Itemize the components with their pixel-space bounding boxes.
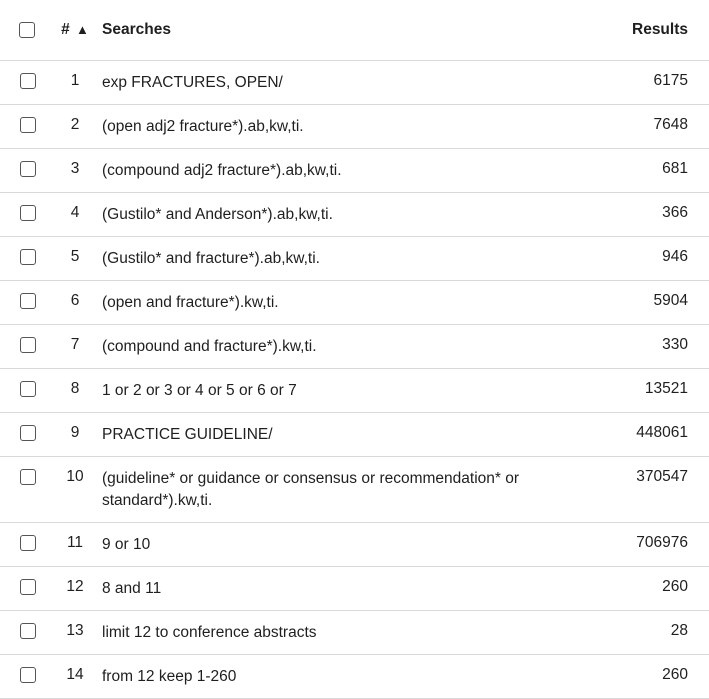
row-number: 11 — [54, 523, 100, 567]
select-all-checkbox[interactable] — [19, 22, 35, 38]
table-row — [0, 611, 709, 655]
row-checkbox[interactable] — [20, 249, 36, 265]
table-row — [0, 523, 709, 567]
row-number: 9 — [54, 413, 100, 457]
table-row — [0, 281, 709, 325]
row-checkbox[interactable] — [20, 161, 36, 177]
table-row — [0, 105, 709, 149]
row-select-cell — [0, 325, 54, 369]
row-select-cell — [0, 281, 54, 325]
row-checkbox[interactable] — [20, 73, 36, 89]
row-search-query: 8 and 11 — [100, 567, 579, 611]
row-checkbox[interactable] — [20, 293, 36, 309]
row-select-cell — [0, 567, 54, 611]
table-row — [0, 149, 709, 193]
table-row — [0, 655, 709, 699]
row-checkbox[interactable] — [20, 117, 36, 133]
row-number: 2 — [54, 105, 100, 149]
row-checkbox[interactable] — [20, 337, 36, 353]
row-search-query: (compound adj2 fracture*).ab,kw,ti. — [100, 149, 579, 193]
table-row — [0, 413, 709, 457]
table-row — [0, 325, 709, 369]
row-result-count: 366 — [579, 193, 709, 237]
number-header-label: # — [61, 21, 70, 38]
row-result-count: 260 — [579, 655, 709, 699]
table-row — [0, 567, 709, 611]
row-result-count: 706976 — [579, 523, 709, 567]
row-select-cell — [0, 369, 54, 413]
row-select-cell — [0, 457, 54, 523]
row-search-query: (Gustilo* and fracture*).ab,kw,ti. — [100, 237, 579, 281]
row-number: 10 — [54, 457, 100, 523]
row-search-query: limit 12 to conference abstracts — [100, 611, 579, 655]
row-select-cell — [0, 237, 54, 281]
row-number: 8 — [54, 369, 100, 413]
row-select-cell — [0, 193, 54, 237]
row-search-query: (compound and fracture*).kw,ti. — [100, 325, 579, 369]
row-result-count: 260 — [579, 567, 709, 611]
table-row — [0, 61, 709, 105]
row-number: 12 — [54, 567, 100, 611]
row-search-query: (guideline* or guidance or consensus or recommendation* or standard*).kw,ti. — [100, 457, 579, 523]
table-row — [0, 369, 709, 413]
row-select-cell — [0, 655, 54, 699]
row-result-count: 681 — [579, 149, 709, 193]
row-number: 6 — [54, 281, 100, 325]
row-search-query: (open adj2 fracture*).ab,kw,ti. — [100, 105, 579, 149]
row-number: 7 — [54, 325, 100, 369]
row-search-query: from 12 keep 1-260 — [100, 655, 579, 699]
row-select-cell — [0, 149, 54, 193]
row-checkbox[interactable] — [20, 623, 36, 639]
row-result-count: 7648 — [579, 105, 709, 149]
sort-ascending-icon[interactable]: ▲ — [76, 22, 89, 37]
row-select-cell — [0, 523, 54, 567]
row-number: 1 — [54, 61, 100, 105]
row-number: 4 — [54, 193, 100, 237]
row-checkbox[interactable] — [20, 535, 36, 551]
row-result-count: 946 — [579, 237, 709, 281]
row-result-count: 28 — [579, 611, 709, 655]
row-search-query: (open and fracture*).kw,ti. — [100, 281, 579, 325]
row-select-cell — [0, 61, 54, 105]
table-row — [0, 237, 709, 281]
row-search-query: 1 or 2 or 3 or 4 or 5 or 6 or 7 — [100, 369, 579, 413]
row-checkbox[interactable] — [20, 381, 36, 397]
results-column-header: Results — [632, 21, 688, 38]
row-result-count: 330 — [579, 325, 709, 369]
row-search-query: PRACTICE GUIDELINE/ — [100, 413, 579, 457]
row-result-count: 5904 — [579, 281, 709, 325]
table-row — [0, 457, 709, 523]
row-result-count: 6175 — [579, 61, 709, 105]
row-checkbox[interactable] — [20, 579, 36, 595]
select-all-cell — [0, 0, 54, 61]
searches-column-header: Searches — [102, 21, 171, 38]
row-result-count: 13521 — [579, 369, 709, 413]
row-number: 3 — [54, 149, 100, 193]
row-number: 14 — [54, 655, 100, 699]
table-row — [0, 193, 709, 237]
row-checkbox[interactable] — [20, 205, 36, 221]
row-result-count: 448061 — [579, 413, 709, 457]
row-select-cell — [0, 105, 54, 149]
row-number: 13 — [54, 611, 100, 655]
row-search-query: 9 or 10 — [100, 523, 579, 567]
row-select-cell — [0, 611, 54, 655]
number-column-header[interactable] — [54, 0, 100, 61]
row-select-cell — [0, 413, 54, 457]
row-checkbox[interactable] — [20, 425, 36, 441]
row-search-query: (Gustilo* and Anderson*).ab,kw,ti. — [100, 193, 579, 237]
table-header-row — [0, 0, 709, 61]
row-number: 5 — [54, 237, 100, 281]
row-checkbox[interactable] — [20, 667, 36, 683]
row-search-query: exp FRACTURES, OPEN/ — [100, 61, 579, 105]
row-checkbox[interactable] — [20, 469, 36, 485]
row-result-count: 370547 — [579, 457, 709, 523]
